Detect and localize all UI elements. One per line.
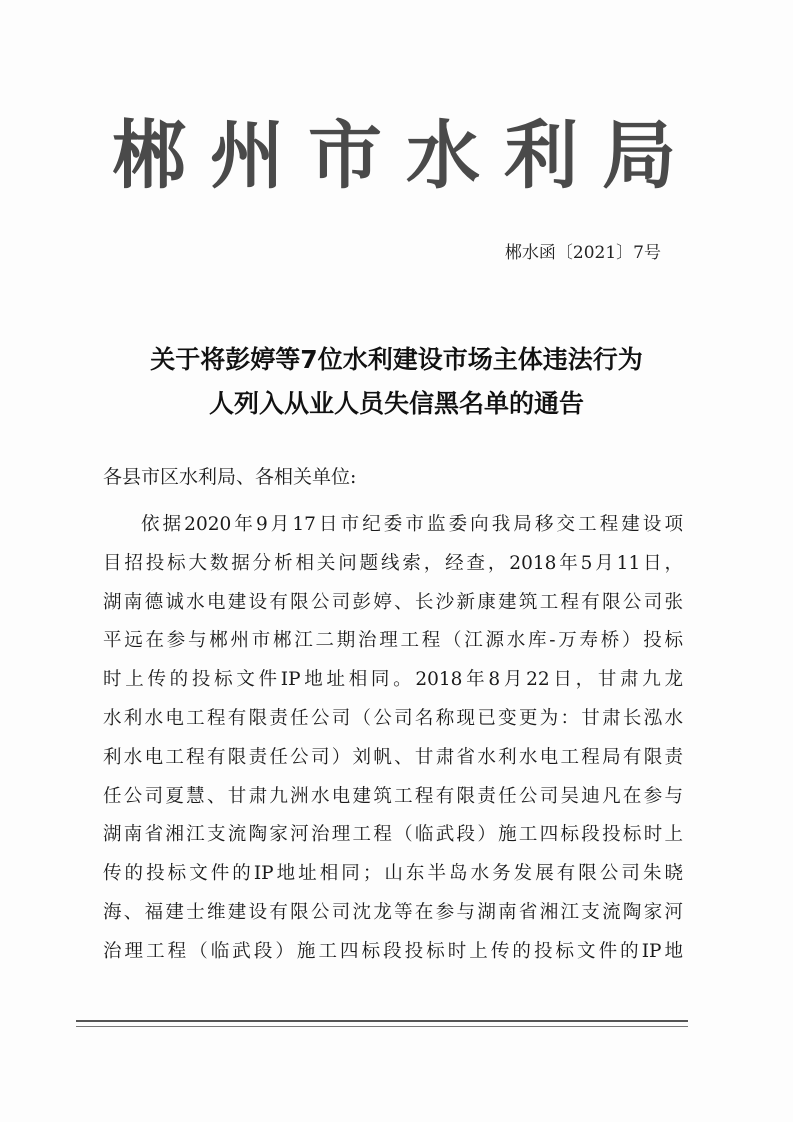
body-line: 海、福建士维建设有限公司沈龙等在参与湖南省湘江支流陶家河 [103,901,683,923]
body-line: 目招投标大数据分析相关问题线索，经查，2018年5月11日， [103,552,683,574]
footer-divider [76,1020,688,1022]
document-title-line-2: 人列入从业人员失信黑名单的通告 [208,389,584,418]
body-line: 湖南德诚水电建设有限公司彭婷、长沙新康建筑工程有限公司张 [103,591,683,613]
document-number: 郴水函〔2021〕7号 [504,243,661,263]
document-title-line-1: 关于将彭婷等7位水利建设市场主体违法行为 [150,345,643,374]
org-letterhead: 郴州市水利局 [112,113,700,199]
body-line: 湖南省湘江支流陶家河治理工程（临武段）施工四标段投标时上 [103,824,683,846]
footer-divider-thin [76,1026,688,1027]
body-line: 治理工程（临武段）施工四标段投标时上传的投标文件的IP地 [103,940,683,962]
body-line: 利水电工程有限责任公司）刘帆、甘肃省水利水电工程局有限责 [103,746,683,768]
body-paragraph [103,506,683,972]
body-line: 依据2020年9月17日市纪委市监委向我局移交工程建设项 [141,514,683,535]
body-line: 水利水电工程有限责任公司（公司名称现已变更为：甘肃长泓水 [103,707,683,729]
body-line: 传的投标文件的IP地址相同；山东半岛水务发展有限公司朱晓 [103,863,683,885]
body-line: 时上传的投标文件IP地址相同。2018年8月22日，甘肃九龙 [103,669,683,691]
body-line: 任公司夏慧、甘肃九洲水电建筑工程有限责任公司吴迪凡在参与 [103,785,683,807]
body-line: 平远在参与郴州市郴江二期治理工程（江源水库-万寿桥）投标 [103,630,683,652]
salutation: 各县市区水利局、各相关单位: [103,466,357,488]
